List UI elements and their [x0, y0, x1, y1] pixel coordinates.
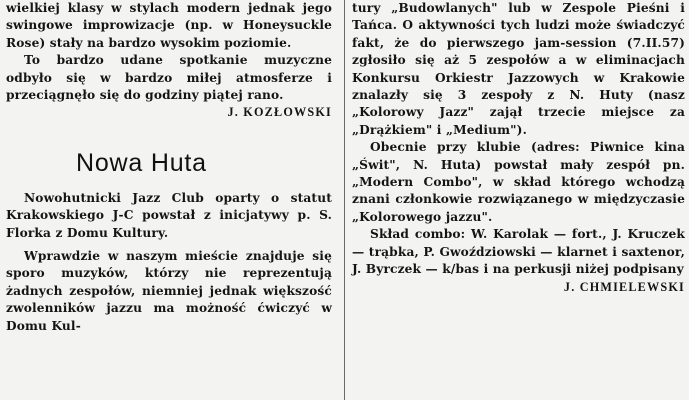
paragraph-club-founding: Nowohutnicki Jazz Club oparty o statut Krakowskiego J-C powstał z inicjatywy p. S. Florka z Domu Kultury. — [6, 190, 332, 240]
paragraph-activity: tury „Budowlanych" lub w Zespole Pieśni i Tańca. O aktywności tych ludzi może świadczyć fakt, że do pierwszego jam-session (7.II.57) zgłosiło się aż 5 zespołów a w eliminacjach Konkursu Orkiestr Jazzowych w Krakowie znalazły się 3 zespoły z N. Huty (nasz „Kolorowy Jazz" zajął trzecie miejsce za „Drążkiem" i „Medium"). — [352, 1, 685, 137]
section-heading-nowa-huta: Nowa Huta — [76, 148, 207, 177]
signature-chmielewski: J. CHMIELEWSKI — [563, 279, 685, 294]
paragraph-musicians: Wprawdzie w naszym mieście znajduje się sporo muzyków, którzy nie reprezentują żadnych zespołów, niemniej jednak większość zwolenników jazzu ma możność ćwiczyć w Domu Kul- — [6, 249, 332, 333]
signature-kozlowski: J. KOZŁOWSKI — [227, 105, 332, 120]
section-gap — [6, 122, 332, 148]
paragraph-lineup: Skład combo: W. Karolak — fort., J. Kruczek — trąbka, P. Gwoździowski — klarnet i saxtenor, J. Byrczek — k/bas i na perkusji niżej podpisany — [352, 227, 685, 277]
column-divider — [344, 0, 345, 400]
paragraph-modern-combo: Obecnie przy klubie (adres: Piwnice kina „Świt", N. Huta) powstał mały zespół pn. „Modern Combo", w skład którego wchodzą znani członkowie rozwiązanego w międzyczasie „Kolorowego jazzu". — [352, 140, 685, 224]
paragraph-meeting: To bardzo udane spotkanie muzyczne odbyło się w bardzo miłej atmosferze i przeciągnęło się do godziny piątej rano. — [6, 53, 332, 103]
paragraph-modern-swing: wielkiej klasy w stylach modern jednak jego swingowe improwizacje (np. w Honeysuckle Rose) stały na bardzo wysokim poziomie. — [6, 1, 332, 50]
right-column — [342, 0, 685, 400]
left-column — [6, 0, 342, 400]
